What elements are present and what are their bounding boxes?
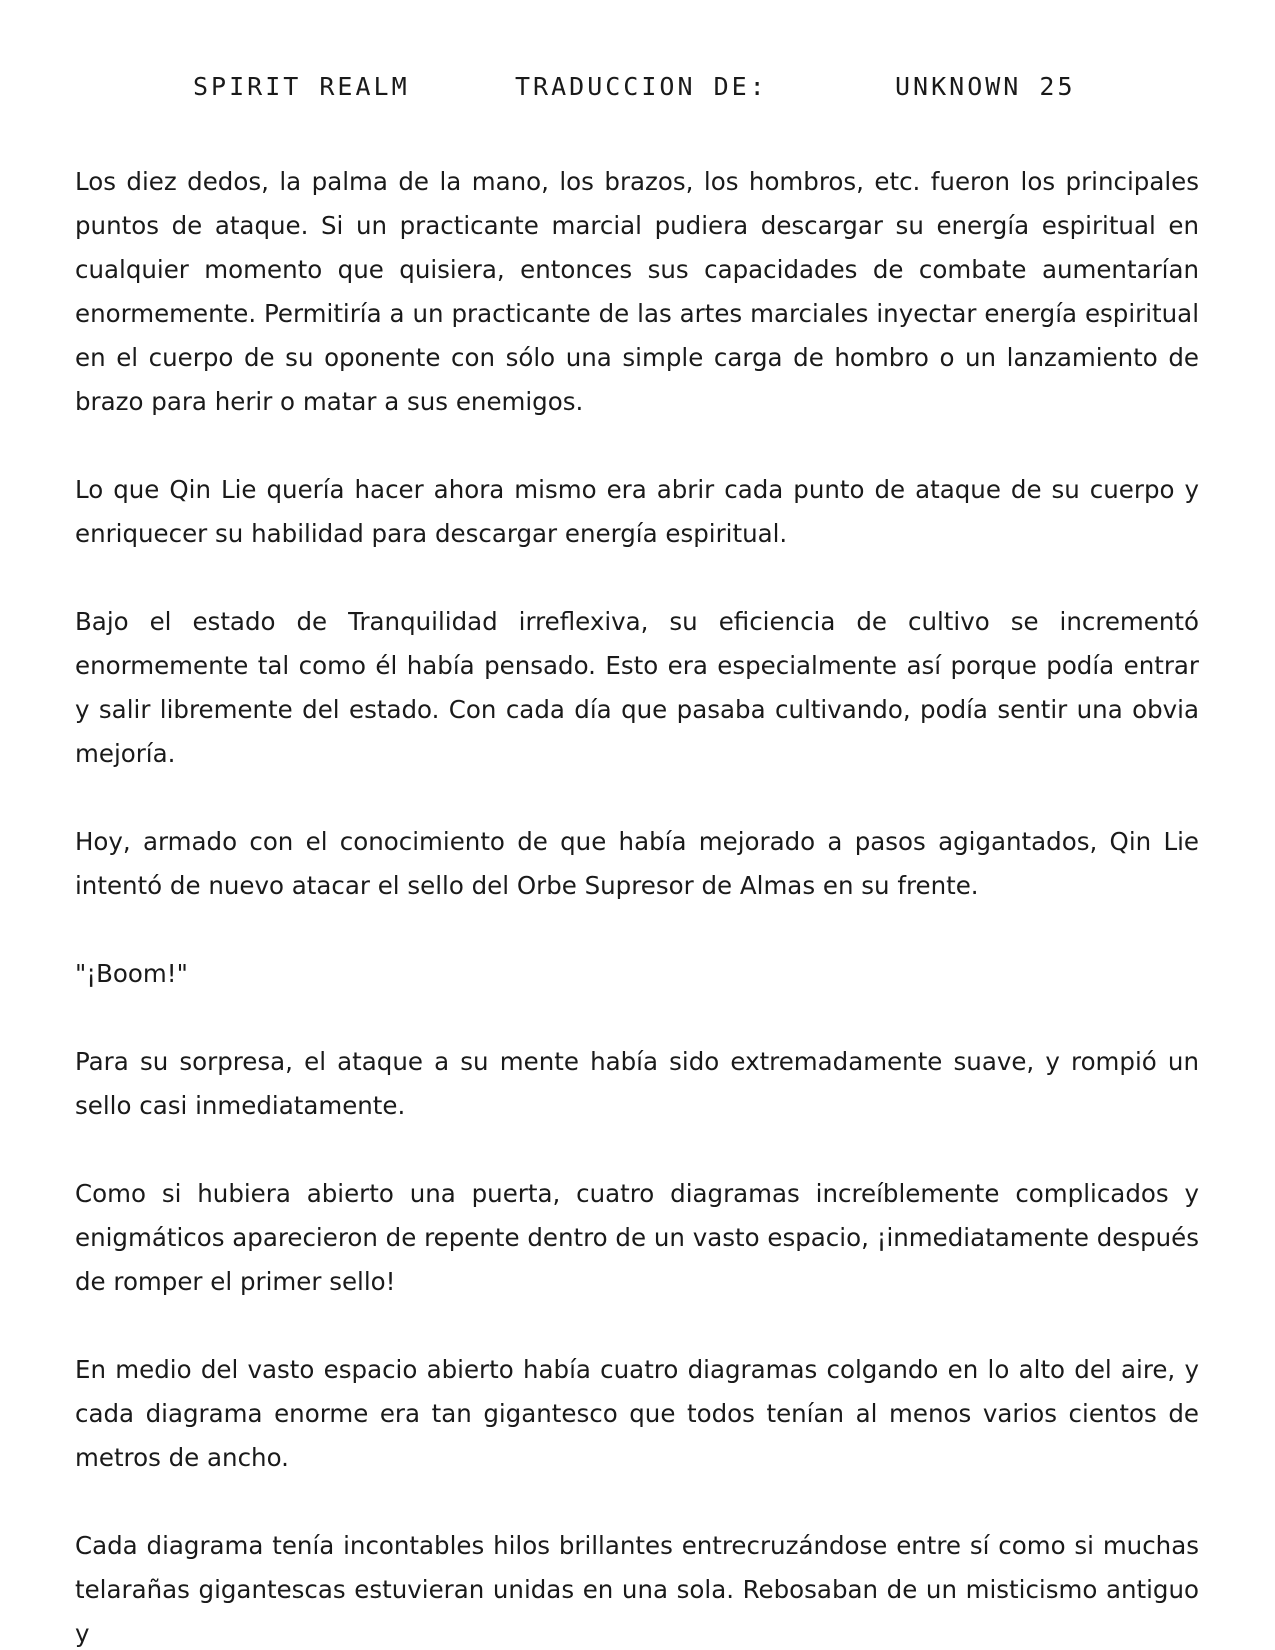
paragraph: Bajo el estado de Tranquilidad irreflexiva, su eficiencia de cultivo se incrementó enormemente tal como él había pensado. Esto era especialmente así porque podía entrar y salir libremente del estado. Con cada día que pasaba cultivando, podía sentir una obvia mejoría. [75,607,1199,768]
document-body [75,160,1199,1650]
page-header [0,72,1275,112]
header-translator: UNKNOWN 25 [895,72,1076,101]
paragraph: Los diez dedos, la palma de la mano, los brazos, los hombros, etc. fueron los principales puntos de ataque. Si un practicante marcial pudiera descargar su energía espiritual en cualquier momento que quisiera, entonces sus capacidades de combate aumentarían enormemente. Permitiría a un practicante de las artes marciales inyectar energía espiritual en el cuerpo de su oponente con sólo una simple carga de hombro o un lanzamiento de brazo para herir o matar a sus enemigos. [75,167,1199,416]
paragraph: Lo que Qin Lie quería hacer ahora mismo era abrir cada punto de ataque de su cuerpo y enriquecer su habilidad para descargar energía espiritual. [75,475,1199,548]
paragraph: Cada diagrama tenía incontables hilos brillantes entrecruzándose entre sí como si muchas telarañas gigantescas estuvieran unidas en una sola. Rebosaban de un misticismo antiguo y [75,1531,1199,1648]
paragraph: "¡Boom!" [75,959,188,988]
paragraph: Como si hubiera abierto una puerta, cuatro diagramas increíblemente complicados y enigmáticos aparecieron de repente dentro de un vasto espacio, ¡inmediatamente después de romper el primer sello! [75,1179,1199,1296]
header-translation-label: TRADUCCION DE: [515,72,768,101]
header-novel-title: SPIRIT REALM [193,72,410,101]
paragraph: Para su sorpresa, el ataque a su mente había sido extremadamente suave, y rompió un sello casi inmediatamente. [75,1047,1199,1120]
paragraph: En medio del vasto espacio abierto había cuatro diagramas colgando en lo alto del aire, y cada diagrama enorme era tan gigantesco que todos tenían al menos varios cientos de metros de ancho. [75,1355,1199,1472]
paragraph: Hoy, armado con el conocimiento de que había mejorado a pasos agigantados, Qin Lie intentó de nuevo atacar el sello del Orbe Supresor de Almas en su frente. [75,827,1199,900]
